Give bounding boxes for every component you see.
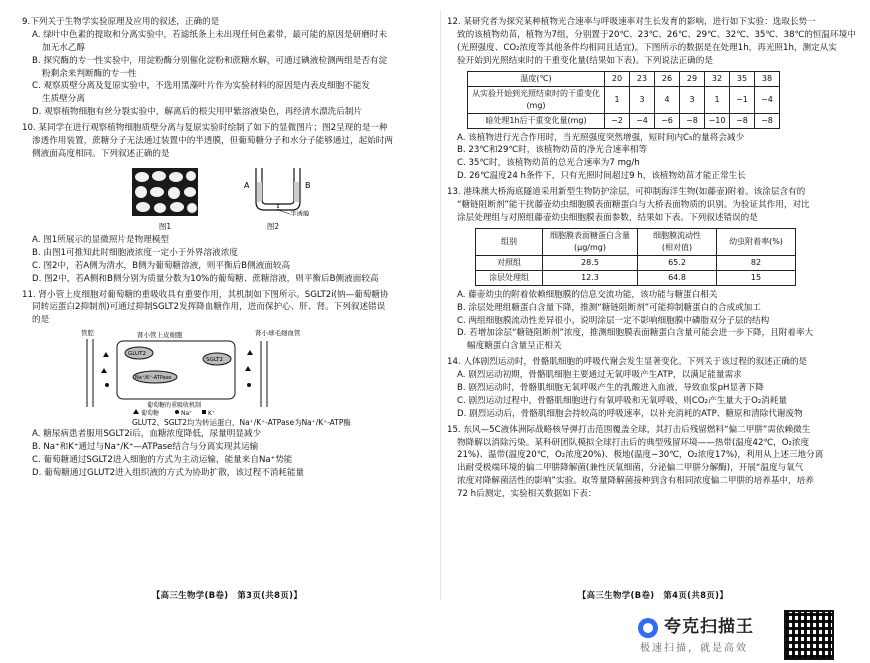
legend-k: K⁺ (208, 410, 216, 418)
figure-2 (238, 164, 328, 232)
watermark-name: 夸克扫描王 (664, 617, 754, 637)
page-4 (447, 16, 859, 606)
q14-option-b: B. 剧烈运动时，骨骼肌细胞无氧呼吸产生的乳酸进入血液，导致血浆pH显著下降 (457, 383, 764, 394)
capillary-label: 肾小球毛细血管 (255, 329, 301, 338)
figure-1 (132, 168, 198, 232)
q12-stem-3: (光照强度、CO₂浓度等其他条件均相同且适宜)。下图所示的数据是在处理1h，再光照1h，测定从实 (457, 42, 837, 53)
q15-stem: 15. 东风—5C液体洲际战略核导弹打击范围覆盖全球，其打击后残留燃料“偏二甲肼”需依赖微生 (447, 424, 811, 435)
q10-option-a: A. 图1所展示的显微照片是物理模型 (32, 234, 169, 245)
q11-option-d: D. 葡萄糖通过GLUT2进入组织液的方式为协助扩散，该过程不消耗能量 (32, 468, 305, 479)
q9-option-a: A. 绿叶中色素的提取和分离实验中，若滤纸条上未出现任何色素带，最可能的原因是研磨时未 (32, 29, 387, 40)
page-4-footer: 【高三生物学(B卷) 第4页(共8页)】 (577, 590, 729, 601)
q13-data-table (475, 228, 796, 286)
table-row: 涂层处理组 12.3 64.8 15 (476, 270, 796, 285)
q13-option-d: D. 若增加涂层“糖链阻断剂”浓度，推测细胞膜表面糖蛋白含量可能会进一步下降，且附着率大 (457, 328, 814, 339)
q12-option-b: B. 23℃和29℃时，该植物幼苗的净光合速率相等 (457, 145, 648, 156)
q10-option-c: C. 图2中，若A侧为清水，B侧为葡萄糖溶液，则平衡后B侧液面较高 (32, 260, 291, 271)
table-header-row: 温度(℃) 20 23 26 29 32 35 38 (468, 71, 780, 86)
q10-option-b: B. 由图1可推知此时细胞液浓度一定小于外界溶液浓度 (32, 247, 238, 258)
question-14 (447, 356, 859, 420)
table-header-row: 组别 细胞膜表面糖蛋白含量 (μg/mg) 细胞膜流动性 (相对值) 幼虫附着率(%) (476, 228, 796, 255)
q14-option-d: D. 剧烈运动后，骨骼肌细胞会持较高的呼吸速率，以补充消耗的ATP、糖原和清除代谢废物 (457, 408, 803, 419)
q15-stem-5: 浓度对降解菌活性的影响”实验。取等量降解菌接种到含有相同浓度偏二甲肼的培养基中，培养 (457, 476, 814, 487)
q10-figures (22, 164, 432, 232)
q13-option-d-cont: 幅度糖蛋白含量呈正相关 (467, 341, 562, 352)
page-gutter (440, 10, 441, 600)
q9-option-c-cont: 生质壁分离 (42, 94, 85, 105)
legend-glucose: 葡萄糖 (141, 410, 160, 418)
q9-option-b: B. 探究酶的专一性实验中，用淀粉酶分别催化淀粉和蔗糖水解，可通过碘液检测两组是否有淀 (32, 55, 388, 66)
tubule-cell-label: 肾小管上皮细胞 (137, 331, 183, 340)
mechanism-caption: 葡萄糖的重吸收机制 (147, 402, 202, 410)
quark-logo-icon (638, 618, 658, 638)
question-9 (22, 16, 432, 119)
question-15 (447, 424, 859, 501)
q12-stem: 12. 某研究者为探究某种植物光合速率与呼吸速率对生长发育的影响，进行如下实验：选取长势一 (447, 17, 816, 27)
q14-option-a: A. 剧烈运动初期，骨骼肌细胞主要通过无氧呼吸产生ATP，以满足能量需求 (457, 370, 742, 381)
atpase-pump: Na⁺/K⁺-ATPase (135, 375, 172, 382)
q11-stem: 11. 肾小管上皮细胞对葡萄糖的重吸收具有重要作用，其机制如下图所示。SGLT2i(钠—葡萄糖协 (22, 289, 389, 300)
figure-1-caption: 图1 (158, 221, 172, 231)
q12-stem-2: 致的该植物幼苗，植物为7组，分别置于20℃、23℃、26℃、29℃、32℃、35℃、38℃的恒温环境中 (457, 29, 856, 40)
q12-option-d: D. 26℃温度24 h条件下，只有光照时间超过9 h，该植物幼苗才能正常生长 (457, 171, 746, 182)
q14-stem: 14. 人体剧烈运动时，骨骼肌细胞的呼吸代谢会发生显著变化。下列关于该过程的叙述正确的是 (447, 357, 808, 368)
question-11 (22, 289, 432, 480)
qr-code-icon (784, 610, 834, 660)
page-3 (22, 16, 432, 606)
table-row: 暗处理1h后干重变化量(mg) −2 −4 −6 −8 −10 −8 −8 (468, 113, 780, 128)
q15-stem-4: 出耐受极端环境的偏二甲肼降解菌(兼性厌氧细菌，分泌偏二甲肼分解酶)，开展“温度与氧气 (457, 463, 804, 474)
lumen-label: 管腔 (81, 329, 94, 338)
micrograph-image (132, 168, 198, 216)
q11-option-a: A. 糖尿病患者服用SGLT2i后，血糖浓度降低，尿量明显减少 (32, 429, 262, 440)
question-12 (447, 16, 859, 183)
table-row: 从实验开始到光照结束时的干重变化 (mg) 1 3 4 3 1 −1 −4 (468, 86, 780, 113)
watermark-slogan: 极速扫描，就是高效 (640, 643, 748, 654)
q11-stem-3: 的是 (32, 315, 50, 326)
q9-option-d: D. 观察植物细胞有丝分裂实验中，解离后的根尖用甲紫溶液染色，再经清水漂洗后制片 (32, 107, 363, 118)
legend-na: Na⁺ (181, 410, 193, 418)
q13-option-c: C. 两组细胞膜流动性差异很小，说明涂层一定不影响细胞膜中磷脂双分子层的结构 (457, 315, 770, 326)
q13-stem: 13. 港珠澳大桥海底隧道采用新型生物防护涂层，可抑制海洋生物(如藤壶)附着。该涂层含有的 (447, 187, 806, 198)
glut2-protein: GLUT2 (128, 351, 146, 358)
q15-stem-6: 72 h后测定，实验相关数据如下表： (457, 489, 597, 500)
q11-option-b: B. Na⁺和K⁺通过与Na⁺/K⁺—ATPase结合与分离实现其运输 (32, 442, 259, 453)
q13-option-b: B. 涂层处理组糖蛋白含量下降，推测“糖链阻断剂”可能抑制糖蛋白的合成或加工 (457, 302, 761, 313)
q11-option-c: C. 葡萄糖通过SGLT2进入细胞的方式为主动运输，能量来自Na⁺势能 (32, 455, 293, 466)
figure-2-caption: 图2 (266, 221, 280, 231)
q13-option-a: A. 藤壶幼虫的附着依赖细胞膜的信息交流功能，该功能与糖蛋白相关 (457, 289, 718, 300)
u-tube-diagram (238, 164, 328, 216)
q10-stem: 10. 某同学在进行观察植物细胞质壁分离与复原实验时绘制了如下的显微图片；图2呈现的是一种 (22, 123, 388, 134)
sglt2-protein: SGLT2 (206, 357, 223, 364)
q13-stem-3: 涂层处理组与对照组藤壶幼虫细胞膜表面参数，结果如下表。下列叙述错误的是 (457, 212, 758, 223)
q9-option-b-cont: 粉剩余来判断酶的专一性 (42, 68, 137, 79)
membrane-label: 半透膜 (290, 209, 310, 216)
q11-stem-2: 同转运蛋白2抑制剂)可通过抑制SGLT2发挥降血糖作用，进而保护心、肝、肾。下列叙述错误 (32, 302, 386, 313)
q15-stem-2: 物降解以消除污染。某科研团队模拟全球打击后的典型残留环境——热带(温度42℃，O₂浓度 (457, 437, 810, 448)
q15-stem-3: 21%)、温带(温度20℃，O₂浓度20%)、极地(温度−30℃，O₂浓度17%)，利用从上述三地分离 (457, 450, 824, 461)
q12-option-c: C. 35℃时，该植物幼苗的总光合速率为7 mg/h (457, 158, 640, 169)
q10-stem-3: 侧液面高度相同。下列叙述正确的是 (32, 148, 170, 159)
page-3-footer: 【高三生物学(B卷) 第3页(共8页)】 (151, 590, 303, 601)
question-13 (447, 186, 859, 353)
q9-option-a-cont: 加无水乙醇 (42, 42, 85, 53)
scanner-watermark (632, 608, 870, 663)
table-row: 对照组 28.5 65.2 82 (476, 255, 796, 270)
side-a-label: A (244, 180, 250, 190)
q9-stem: 9.下列关于生物学实验原理及应用的叙述，正确的是 (22, 17, 220, 27)
q11-note: GLUT2、SGLT2均为转运蛋白，Na⁺/K⁺-ATPase为Na⁺/K⁺-ATP酶 (132, 418, 351, 428)
q12-data-table (467, 71, 780, 129)
glucose-reabsorption-diagram (77, 327, 377, 417)
q12-option-a: A. 该植物进行光合作用时，当光照强度突然增强，短时间内C₅的量将会减少 (457, 132, 745, 143)
q9-option-c: C. 观察质壁分离及复原实验中，不选用黑藻叶片作为实验材料的原因是内表皮细胞不能发 (32, 81, 371, 92)
q10-stem-2: 渗透作用装置，蔗糖分子无法通过装置中的半透膜，但葡萄糖分子和水分子能够通过，起始时两 (32, 136, 393, 147)
q14-option-c: C. 剧烈运动过程中，骨骼肌细胞进行有氧呼吸和无氧呼吸，则CO₂产生量大于O₂消耗量 (457, 395, 788, 406)
q10-option-d: D. 图2中，若A侧和B侧分别为质量分数为10%的葡萄糖、蔗糖溶液，则平衡后B侧液面较高 (32, 273, 379, 284)
question-10 (22, 122, 432, 285)
q12-stem-4: 验开始到光照结束时的干重变化量(结果如下表)。下列说法正确的是 (457, 55, 713, 66)
side-b-label: B (305, 180, 311, 190)
q13-stem-2: “糖链阻断剂”能干扰藤壶幼虫细胞膜表面糖蛋白与大桥表面物质的识别。为验证其作用，对比 (457, 200, 810, 211)
